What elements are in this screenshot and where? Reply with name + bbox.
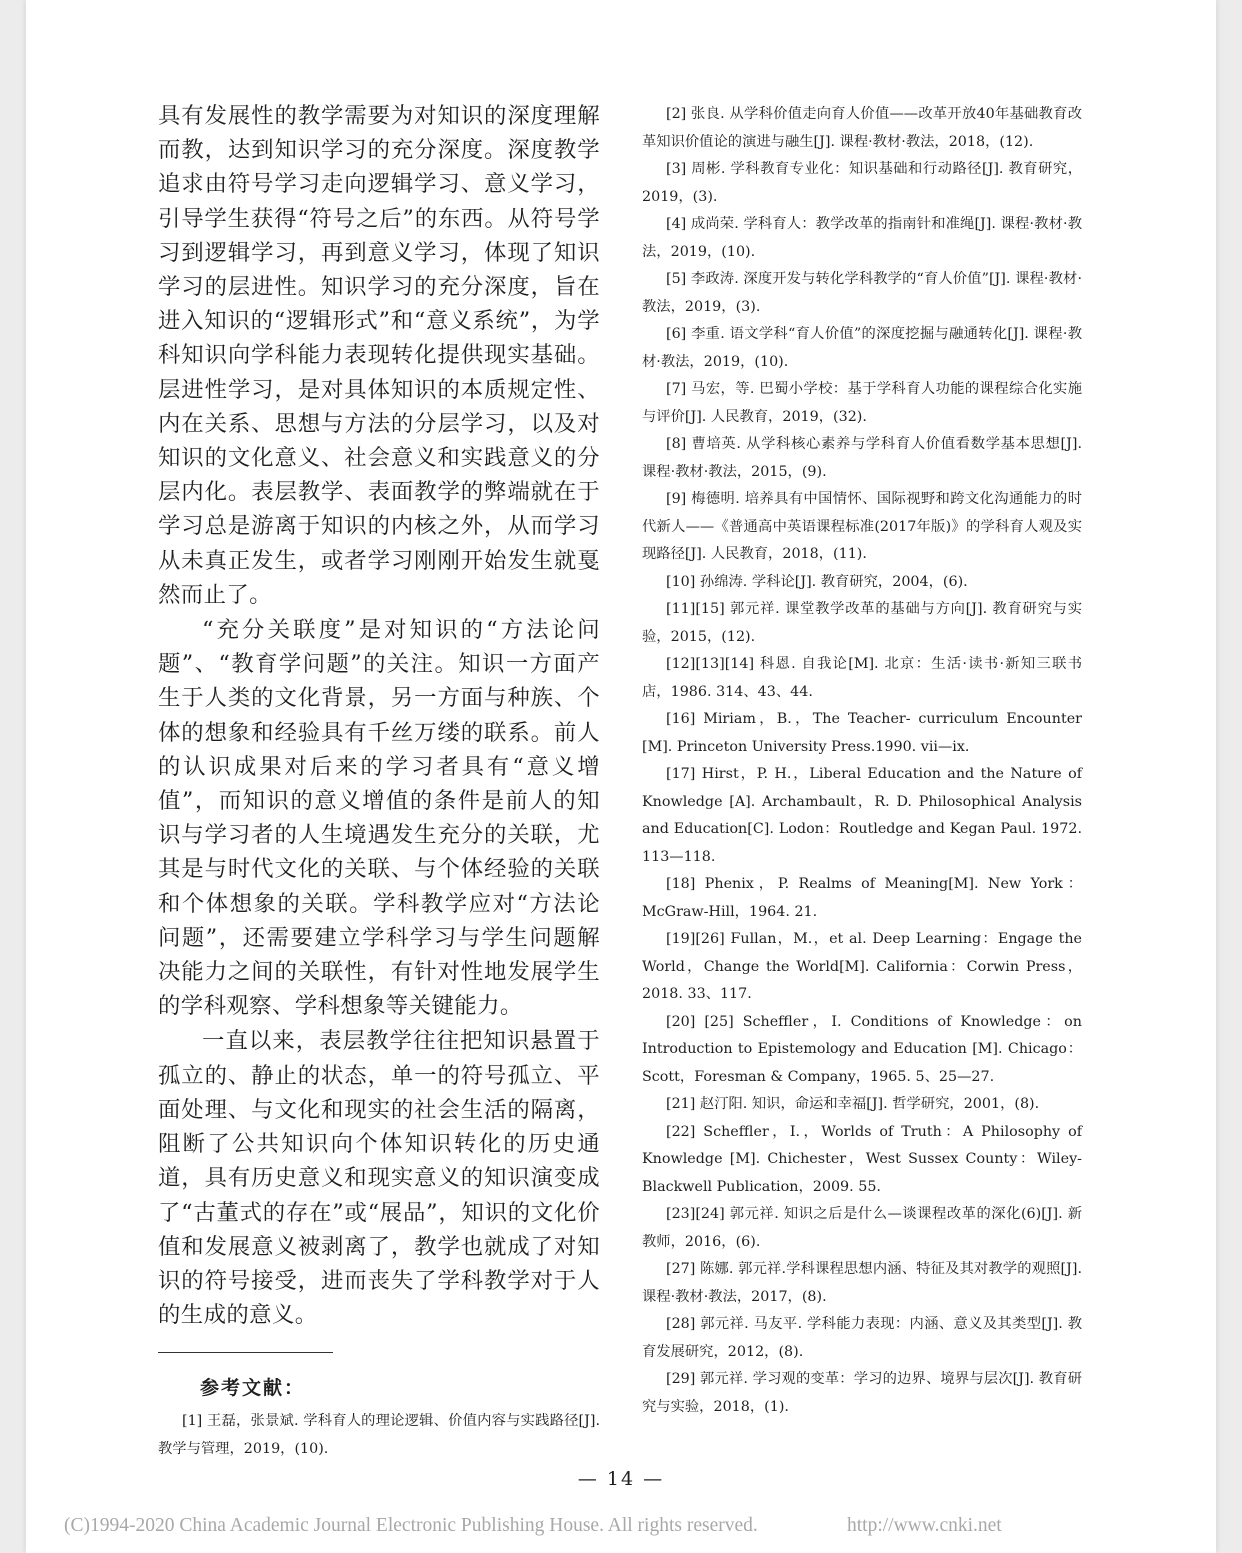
right-column [642,101,1082,1421]
reference-7: [7] 马宏，等. 巴蜀小学校：基于学科育人功能的课程综合化实施与评价[J]. 人民教育，2019，(32). [642,381,1082,425]
reference-8: [8] 曹培英. 从学科核心素养与学科育人价值看数学基本思想[J]. 课程·教材·教法，2015，(9). [642,436,1082,480]
reference-12-13-14: [12][13][14] 科恩. 自我论[M]. 北京：生活·读书·新知三联书店，1986. 314、43、44. [642,656,1082,700]
reference-18: [18] Phenix，P. Realms of Meaning[M]. New York：McGraw-Hill，1964. 21. [642,876,1082,920]
reference-10: [10] 孙绵涛. 学科论[J]. 教育研究，2004，(6). [666,573,968,590]
reference-21: [21] 赵汀阳. 知识，命运和幸福[J]. 哲学研究，2001，(8). [666,1096,1040,1112]
references-heading: 参考文献： [200,1377,306,1400]
reference-1: [1] 王磊，张景斌. 学科育人的理论逻辑、价值内容与实践路径[J]. 教学与管理，2019，(10). [158,1413,600,1457]
reference-11-15: [11][15] 郭元祥. 课堂教学改革的基础与方向[J]. 教育研究与实验，2015，(12). [642,601,1082,645]
body-paragraph-2: “充分关联度”是对知识的“方法论问题”、“教育学问题”的关注。知识一方面产生于人类的文化背景，另一方面与种族、个体的想象和经验具有千丝万缕的联系。前人的认识成果对后来的学习者具有“意义增值”，而知识的意义增值的条件是前人的知识与学习者的人生境遇发生充分的关联，尤其是与时代文化的关联、与个体经验的关联和个体想象的关联。学科教学应对“方法论问题”，还需要建立学科学习与学生问题解决能力之间的关联性，有针对性地发展学生的学科观察、学科想象等关键能力。 [158,617,600,1020]
reference-2: [2] 张良. 从学科价值走向育人价值——改革开放40年基础教育改革知识价值论的演进与融生[J]. 课程·教材·教法，2018，(12). [642,106,1082,150]
reference-28: [28] 郭元祥. 马友平. 学科能力表现：内涵、意义及其类型[J]. 教育发展研究，2012，(8). [642,1316,1082,1360]
reference-3: [3] 周彬. 学科教育专业化：知识基础和行动路径[J]. 教育研究，2019，(3). [642,161,1082,205]
copyright-text: (C)1994-2020 China Academic Journal Electronic Publishing House. All rights reserved. [64,1515,758,1536]
reference-17: [17] Hirst，P. H.，Liberal Education and the Nature of Knowledge [A]. Archambault，R. D. Philosophical Analysis and Education[C]. Lodon：Routledge and Kegan Paul. 1972. 113—118. [642,766,1082,865]
journal-page [26,0,1216,1553]
reference-6: [6] 李重. 语文学科“育人价值”的深度挖掘与融通转化[J]. 课程·教材·教法，2019，(10). [642,326,1082,370]
reference-19-26: [19][26] Fullan，M.，et al. Deep Learning：Engage the World，Change the World[M]. California：Corwin Press，2018. 33、117. [642,931,1082,1002]
reference-27: [27] 陈娜. 郭元祥.学科课程思想内涵、特征及其对教学的观照[J]. 课程·教材·教法，2017，(8). [642,1261,1082,1305]
reference-22: [22] Scheffler，I.，Worlds of Truth：A Philosophy of Knowledge [M]. Chichester，West Sussex County：Wiley-Blackwell Publication，2009. 55. [642,1123,1082,1195]
page-number: — 14 — [577,1468,665,1490]
reference-16: [16] Miriam，B.，The Teacher- curriculum Encounter [M]. Princeton University Press.1990. vii—ix. [642,711,1082,755]
body-paragraph-1: 具有发展性的教学需要为对知识的深度理解而教，达到知识学习的充分深度。深度教学追求由符号学习走向逻辑学习、意义学习，引导学生获得“符号之后”的东西。从符号学习到逻辑学习，再到意义学习，体现了知识学习的层进性。知识学习的充分深度，旨在进入知识的“逻辑形式”和“意义系统”，为学科知识向学科能力表现转化提供现实基础。层进性学习，是对具体知识的本质规定性、内在关系、思想与方法的分层学习，以及对知识的文化意义、社会意义和实践意义的分层内化。表层教学、表面教学的弊端就在于学习总是游离于知识的内核之外，从而学习从未真正发生，或者学习刚刚开始发生就戛然而止了。 [158,103,600,608]
reference-29: [29] 郭元祥. 学习观的变革：学习的边界、境界与层次[J]. 教育研究与实验，2018，(1). [642,1371,1082,1415]
reference-23-24: [23][24] 郭元祥. 知识之后是什么—谈课程改革的深化(6)[J]. 新教师，2016，(6). [642,1206,1082,1250]
references-divider [158,1352,333,1353]
reference-4: [4] 成尚荣. 学科育人：教学改革的指南针和准绳[J]. 课程·教材·教法，2019，(10). [642,216,1082,260]
reference-5: [5] 李政涛. 深度开发与转化学科教学的“育人价值”[J]. 课程·教材·教法，2019，(3). [642,271,1082,315]
reference-20-25: [20] [25] Scheffler，I. Conditions of Knowledge：on Introduction to Epistemology and Education [M]. Chicago：Scott，Foresman & Company，1965. 5、25—27. [642,1013,1082,1085]
left-column [158,99,600,1463]
body-paragraph-3: 一直以来，表层教学往往把知识悬置于孤立的、静止的状态，单一的符号孤立、平面处理、与文化和现实的社会生活的隔离，阻断了公共知识向个体知识转化的历史通道，具有历史意义和现实意义的知识演变成了“古董式的存在”或“展品”，知识的文化价值和发展意义被剥离了，教学也就成了对知识的符号接受，进而丧失了学科教学对于人的生成的意义。 [158,1028,600,1329]
cnki-url[interactable]: http://www.cnki.net [847,1515,1002,1536]
reference-9: [9] 梅德明. 培养具有中国情怀、国际视野和跨文化沟通能力的时代新人——《普通高中英语课程标准(2017年版)》的学科育人观及实现路径[J]. 人民教育，2018，(11). [642,491,1082,562]
